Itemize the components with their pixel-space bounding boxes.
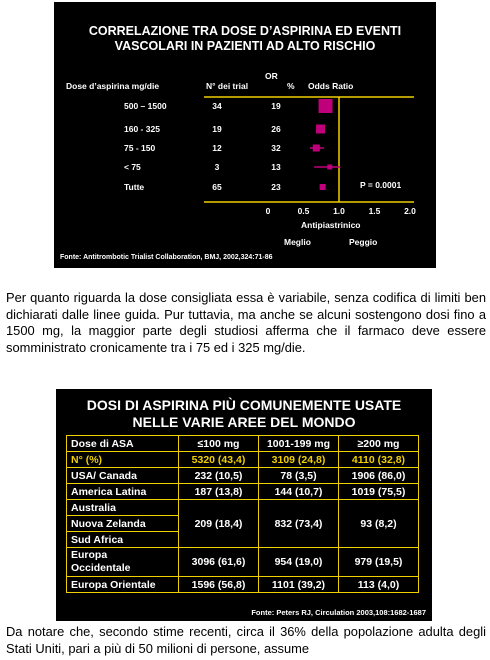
label-worse: Peggio bbox=[349, 237, 378, 247]
slide2-title bbox=[56, 397, 432, 431]
row-label: 160 - 325 bbox=[124, 124, 160, 134]
header-or-top: OR bbox=[265, 71, 278, 81]
row-or-pct: 19 bbox=[271, 101, 281, 111]
header-odds-ratio: Odds Ratio bbox=[308, 81, 354, 91]
header-cell: 1001-199 mg bbox=[259, 436, 339, 452]
table-cell: 3096 (61,6) bbox=[179, 548, 259, 577]
table-cell: 3109 (24,8) bbox=[259, 452, 339, 468]
x-tick-label: 1.0 bbox=[333, 206, 345, 216]
slide2-title-line1: DOSI DI ASPIRINA PIÙ COMUNEMENTE USATE bbox=[86, 397, 402, 413]
x-tick-label: 1.5 bbox=[368, 206, 381, 216]
x-tick-label: 2.0 bbox=[404, 206, 416, 216]
row-trials: 12 bbox=[212, 143, 222, 153]
slide1-footnote: Fonte: Antitrombotic Trialist Collaboration, BMJ, 2002,324:71-86 bbox=[60, 254, 273, 261]
table-cell: 979 (19,5) bbox=[339, 548, 419, 577]
header-cell: ≥200 mg bbox=[339, 436, 419, 452]
row-label: 75 - 150 bbox=[124, 143, 156, 153]
or-marker bbox=[327, 165, 332, 170]
p-value: P = 0.0001 bbox=[360, 180, 402, 190]
row-label: < 75 bbox=[124, 162, 141, 172]
table-row-usa bbox=[67, 468, 419, 484]
table-cell: USA/ Canada bbox=[67, 468, 179, 484]
row-trials: 34 bbox=[212, 101, 222, 111]
table-cell: 954 (19,0) bbox=[259, 548, 339, 577]
paragraph-us-population: Da notare che, secondo stime recenti, circa il 36% della popolazione adulta degli Stati Uniti, pari a più di 50 milioni di persone, assume bbox=[6, 624, 486, 656]
header-trials: N° dei trial bbox=[206, 81, 249, 91]
header-cell: Dose di ASA bbox=[67, 436, 179, 452]
table-cell: 1019 (75,5) bbox=[339, 484, 419, 500]
table-cell: 1906 (86,0) bbox=[339, 468, 419, 484]
table-row-latin-america bbox=[67, 484, 419, 500]
table-cell: 832 (73,4) bbox=[259, 500, 339, 548]
row-or-pct: 23 bbox=[271, 182, 281, 192]
table-cell: 144 (10,7) bbox=[259, 484, 339, 500]
header-dose: Dose d’aspirina mg/die bbox=[66, 81, 160, 91]
table-cell: 113 (4,0) bbox=[339, 577, 419, 593]
table-cell: 5320 (43,4) bbox=[179, 452, 259, 468]
x-tick-label: 0.5 bbox=[297, 206, 310, 216]
forest-plot bbox=[54, 2, 436, 268]
row-or-pct: 26 bbox=[271, 124, 281, 134]
row-label: 500 – 1500 bbox=[124, 101, 167, 111]
row-trials: 65 bbox=[212, 182, 222, 192]
table-row-australia bbox=[67, 500, 419, 516]
table-cell: 93 (8,2) bbox=[339, 500, 419, 548]
table-cell: 209 (18,4) bbox=[179, 500, 259, 548]
row-trials: 19 bbox=[212, 124, 222, 134]
slide2-footnote: Fonte: Peters RJ, Circulation 2003,108:1682-1687 bbox=[251, 608, 426, 617]
table-cell: 232 (10,5) bbox=[179, 468, 259, 484]
slide1-title-line2: VASCOLARI IN PAZIENTI AD ALTO RISCHIO bbox=[114, 39, 376, 53]
xaxis-label: Antipiastrinico bbox=[301, 220, 361, 230]
or-marker bbox=[320, 184, 326, 190]
x-tick-label: 0 bbox=[265, 206, 271, 216]
table-cell: Nuova Zelanda bbox=[67, 516, 179, 532]
table-cell: Sud Africa bbox=[67, 532, 179, 548]
table-cell: N° (%) bbox=[67, 452, 179, 468]
dose-table-slide bbox=[56, 389, 432, 621]
row-trials: 3 bbox=[214, 162, 220, 172]
table-cell: 187 (13,8) bbox=[179, 484, 259, 500]
or-marker bbox=[316, 125, 325, 134]
table-row-western-europe bbox=[67, 548, 419, 577]
west-label-1: Europa bbox=[71, 549, 108, 561]
paragraph-dose: Per quanto riguarda la dose consigliata essa è variabile, senza codifica di limiti ben dichiarati dalle linee guida. Pur tuttavia, ma anche se alcuni sostengono dosi fino a 1500 mg, la maggior parte degli studiosi afferma che il farmaco deve essere somministrato cronicamente tra i 75 ed i 325 mg/die. bbox=[6, 290, 486, 355]
dose-table bbox=[66, 435, 419, 593]
table-cell: 78 (3,5) bbox=[259, 468, 339, 484]
row-or-pct: 32 bbox=[271, 143, 281, 153]
table-cell: 4110 (32,8) bbox=[339, 452, 419, 468]
table-cell: America Latina bbox=[67, 484, 179, 500]
label-better: Meglio bbox=[284, 237, 311, 247]
slide2-title-line2: NELLE VARIE AREE DEL MONDO bbox=[132, 414, 356, 430]
table-cell bbox=[67, 548, 179, 577]
or-marker bbox=[319, 99, 333, 113]
slide1-title-line1: CORRELAZIONE TRA DOSE D’ASPIRINA ED EVENTI bbox=[88, 24, 402, 38]
header-or-pct: % bbox=[287, 81, 295, 91]
row-label: Tutte bbox=[124, 182, 145, 192]
header-cell: ≤100 mg bbox=[179, 436, 259, 452]
table-row-eastern-europe bbox=[67, 577, 419, 593]
table-cell: Australia bbox=[67, 500, 179, 516]
table-cell: 1596 (56,8) bbox=[179, 577, 259, 593]
table-row-total bbox=[67, 452, 419, 468]
table-header-row bbox=[67, 436, 419, 452]
or-marker bbox=[313, 145, 320, 152]
row-or-pct: 13 bbox=[271, 162, 281, 172]
forest-plot-slide bbox=[54, 2, 436, 268]
west-label-2: Occidentale bbox=[71, 562, 131, 574]
table-cell: 1101 (39,2) bbox=[259, 577, 339, 593]
table-cell: Europa Orientale bbox=[67, 577, 179, 593]
